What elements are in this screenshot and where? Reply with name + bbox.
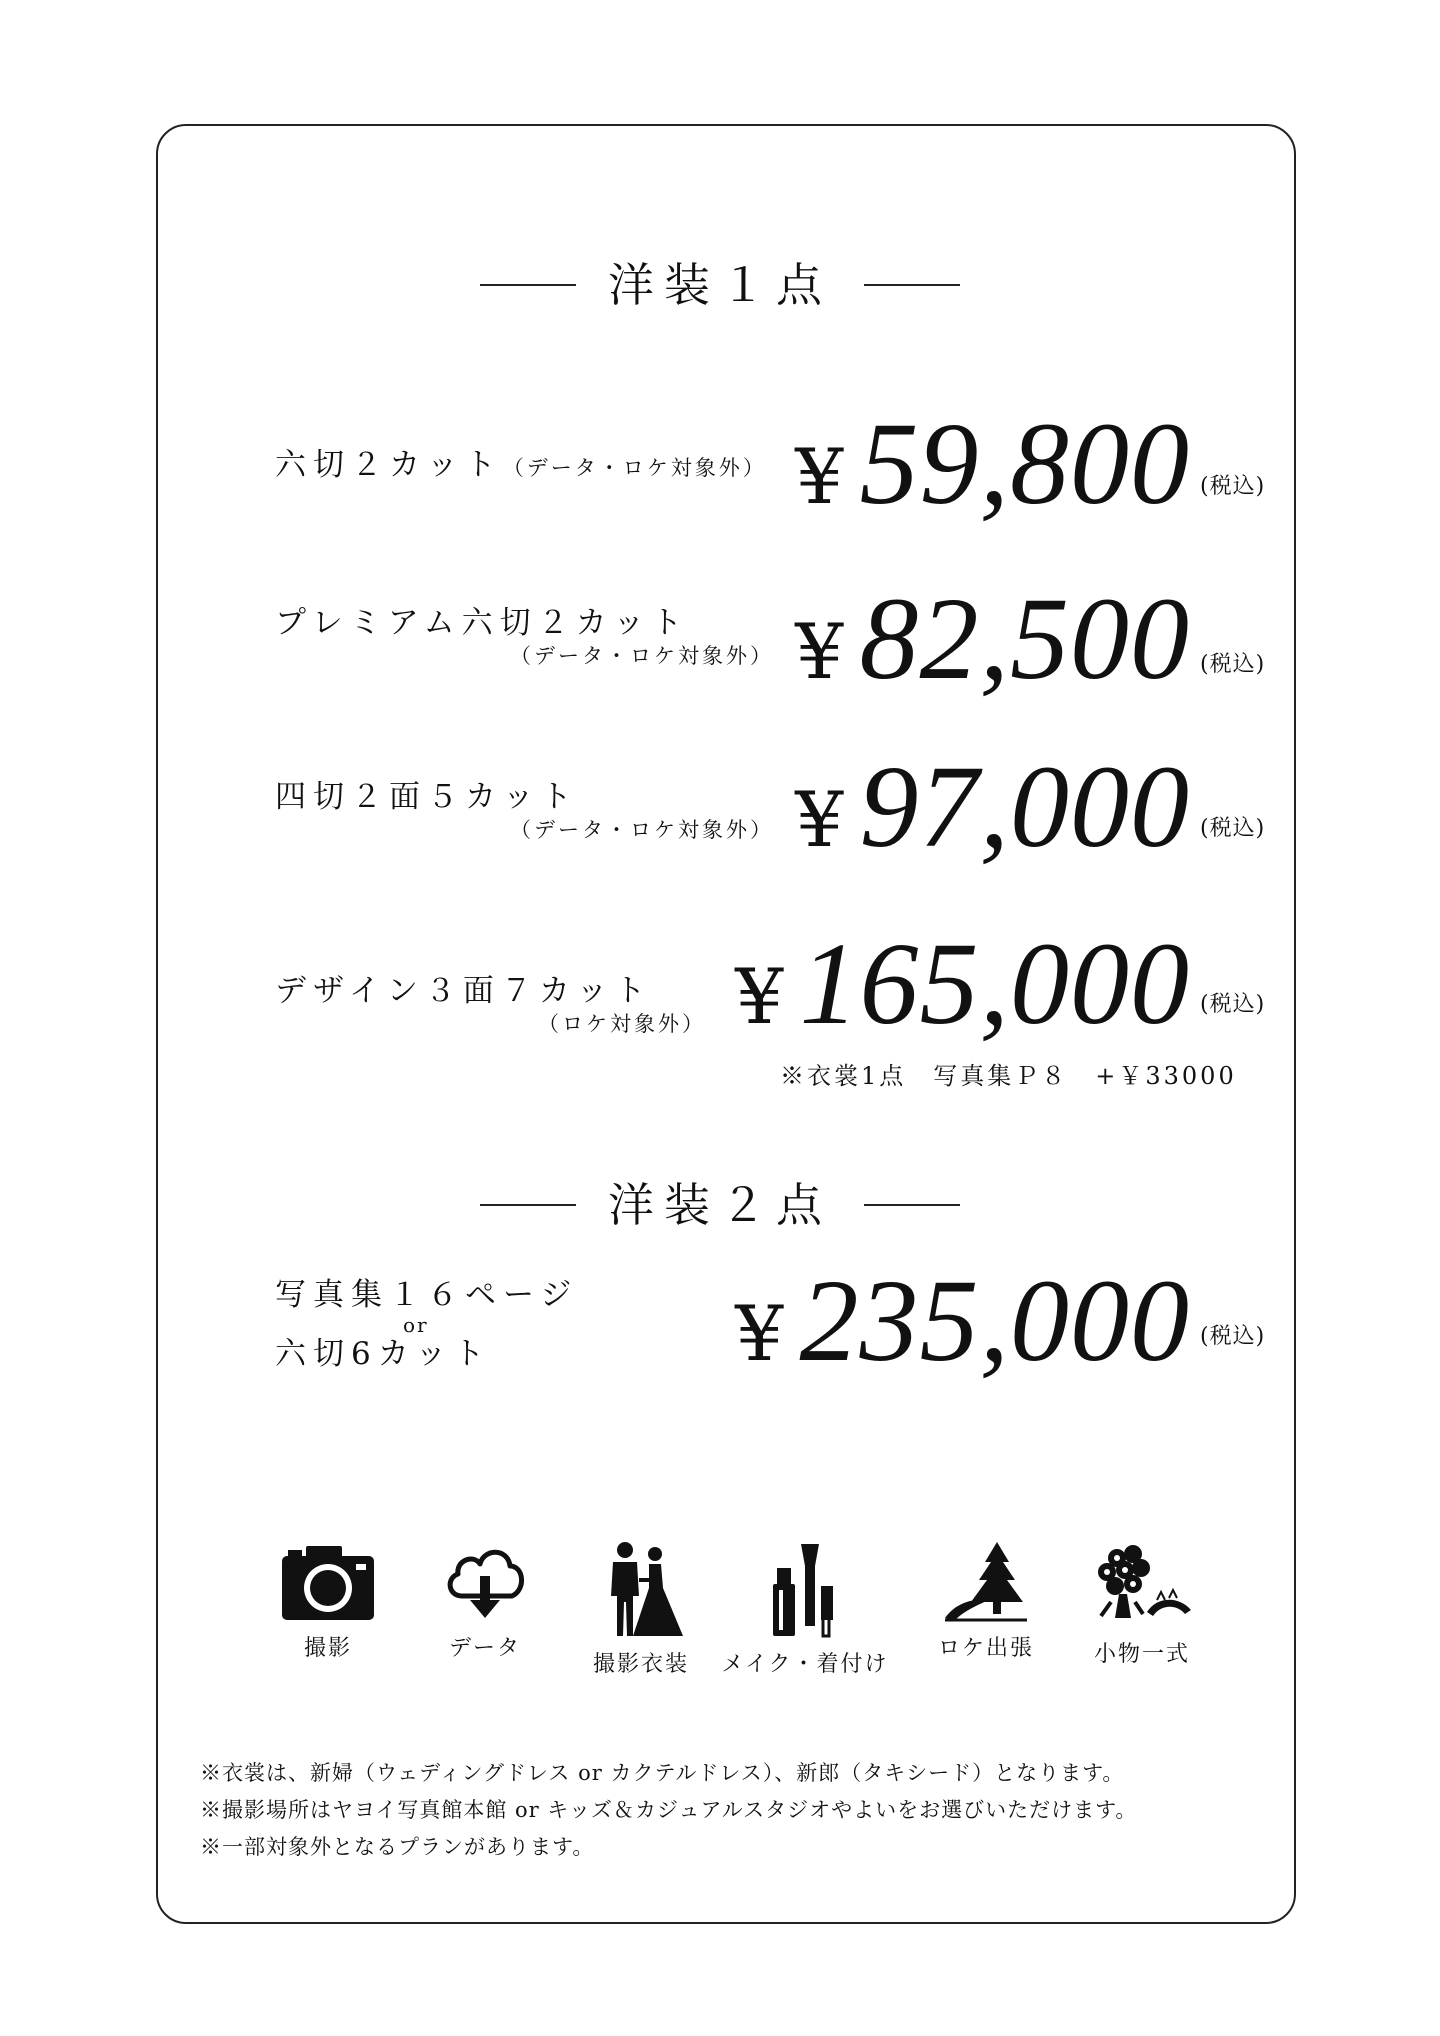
plan-3-name: 四切２面５カット	[275, 779, 579, 815]
tax-label: (税込)	[1200, 816, 1266, 841]
included-item	[1067, 1540, 1217, 1666]
section-title: 洋装１点	[608, 258, 832, 312]
plan-1-name	[275, 447, 767, 483]
plan-3-price	[795, 741, 1190, 872]
section-header-2	[0, 1170, 1440, 1240]
tax-label: (税込)	[1200, 474, 1266, 499]
footnote: ※衣裳は、新婦（ウェディングドレス or カクテルドレス）、新郎（タキシード）となります。	[200, 1761, 1125, 1785]
plan-name-text: 六切２カット	[275, 447, 503, 483]
icon-label: データ	[448, 1636, 521, 1661]
icon-label: ロケ出張	[937, 1636, 1034, 1661]
plan-5-or: or	[403, 1313, 429, 1337]
header-rule-left	[480, 284, 576, 286]
plan-5-line-2: 六切6カット	[275, 1336, 492, 1372]
price-amount: 82,500	[859, 573, 1190, 704]
price-amount: 97,000	[859, 741, 1190, 872]
yen-sign: ¥	[795, 432, 844, 521]
included-items-row	[0, 1540, 1440, 1680]
included-item	[911, 1540, 1061, 1660]
plan-2-price	[795, 573, 1190, 704]
tax-label: (税込)	[1200, 652, 1266, 677]
price-amount: 165,000	[799, 918, 1190, 1049]
icon-label: 撮影衣装	[592, 1652, 689, 1677]
tree-location-icon	[941, 1540, 1031, 1624]
plan-2-note: （データ・ロケ対象外）	[510, 644, 774, 668]
icon-label: 小物一式	[1093, 1642, 1190, 1667]
footnote: ※一部対象外となるプランがあります。	[200, 1835, 595, 1859]
plan-5-line-1: 写真集１６ページ	[275, 1277, 579, 1313]
yen-sign: ¥	[735, 952, 784, 1041]
plan-4-note: （ロケ対象外）	[538, 1012, 706, 1036]
included-item	[410, 1540, 560, 1660]
camera-icon	[280, 1540, 376, 1624]
yen-sign: ¥	[735, 1289, 784, 1378]
plan-note: （データ・ロケ対象外）	[502, 456, 767, 480]
bride-groom-icon	[593, 1540, 689, 1640]
plan-4-price	[735, 918, 1190, 1049]
plan-5-price	[735, 1255, 1190, 1386]
plan-5-name	[275, 1277, 579, 1372]
included-item	[566, 1540, 716, 1676]
bouquet-tiara-icon	[1087, 1540, 1197, 1630]
header-rule-left	[480, 1204, 576, 1206]
included-item	[721, 1540, 889, 1677]
plan-2-name: プレミアム六切２カット	[275, 605, 690, 641]
tax-label: (税込)	[1200, 992, 1266, 1017]
included-item	[253, 1540, 403, 1660]
price-amount: 59,800	[859, 398, 1190, 529]
yen-sign: ¥	[795, 607, 844, 696]
yen-sign: ¥	[795, 775, 844, 864]
plan-1-price	[795, 398, 1190, 529]
price-amount: 235,000	[799, 1255, 1190, 1386]
section-header-1	[0, 250, 1440, 320]
icon-label: 撮影	[303, 1636, 352, 1661]
footnote: ※撮影場所はヤヨイ写真館本館 or キッズ＆カジュアルスタジオやよいをお選びいただけます。	[200, 1798, 1138, 1822]
footnotes	[200, 1755, 1137, 1866]
plan-4-remark: ※衣裳1点 写真集Ｐ８ +￥33000	[780, 1062, 1237, 1090]
cloud-download-icon	[442, 1540, 528, 1624]
makeup-icon	[767, 1540, 843, 1640]
plan-4-name: デザイン３面７カット	[275, 973, 653, 1009]
icon-label: メイク・着付け	[721, 1652, 889, 1677]
plan-3-note: （データ・ロケ対象外）	[510, 818, 774, 842]
header-rule-right	[864, 1204, 960, 1206]
section-title: 洋装２点	[608, 1178, 832, 1232]
tax-label: (税込)	[1200, 1324, 1266, 1349]
header-rule-right	[864, 284, 960, 286]
